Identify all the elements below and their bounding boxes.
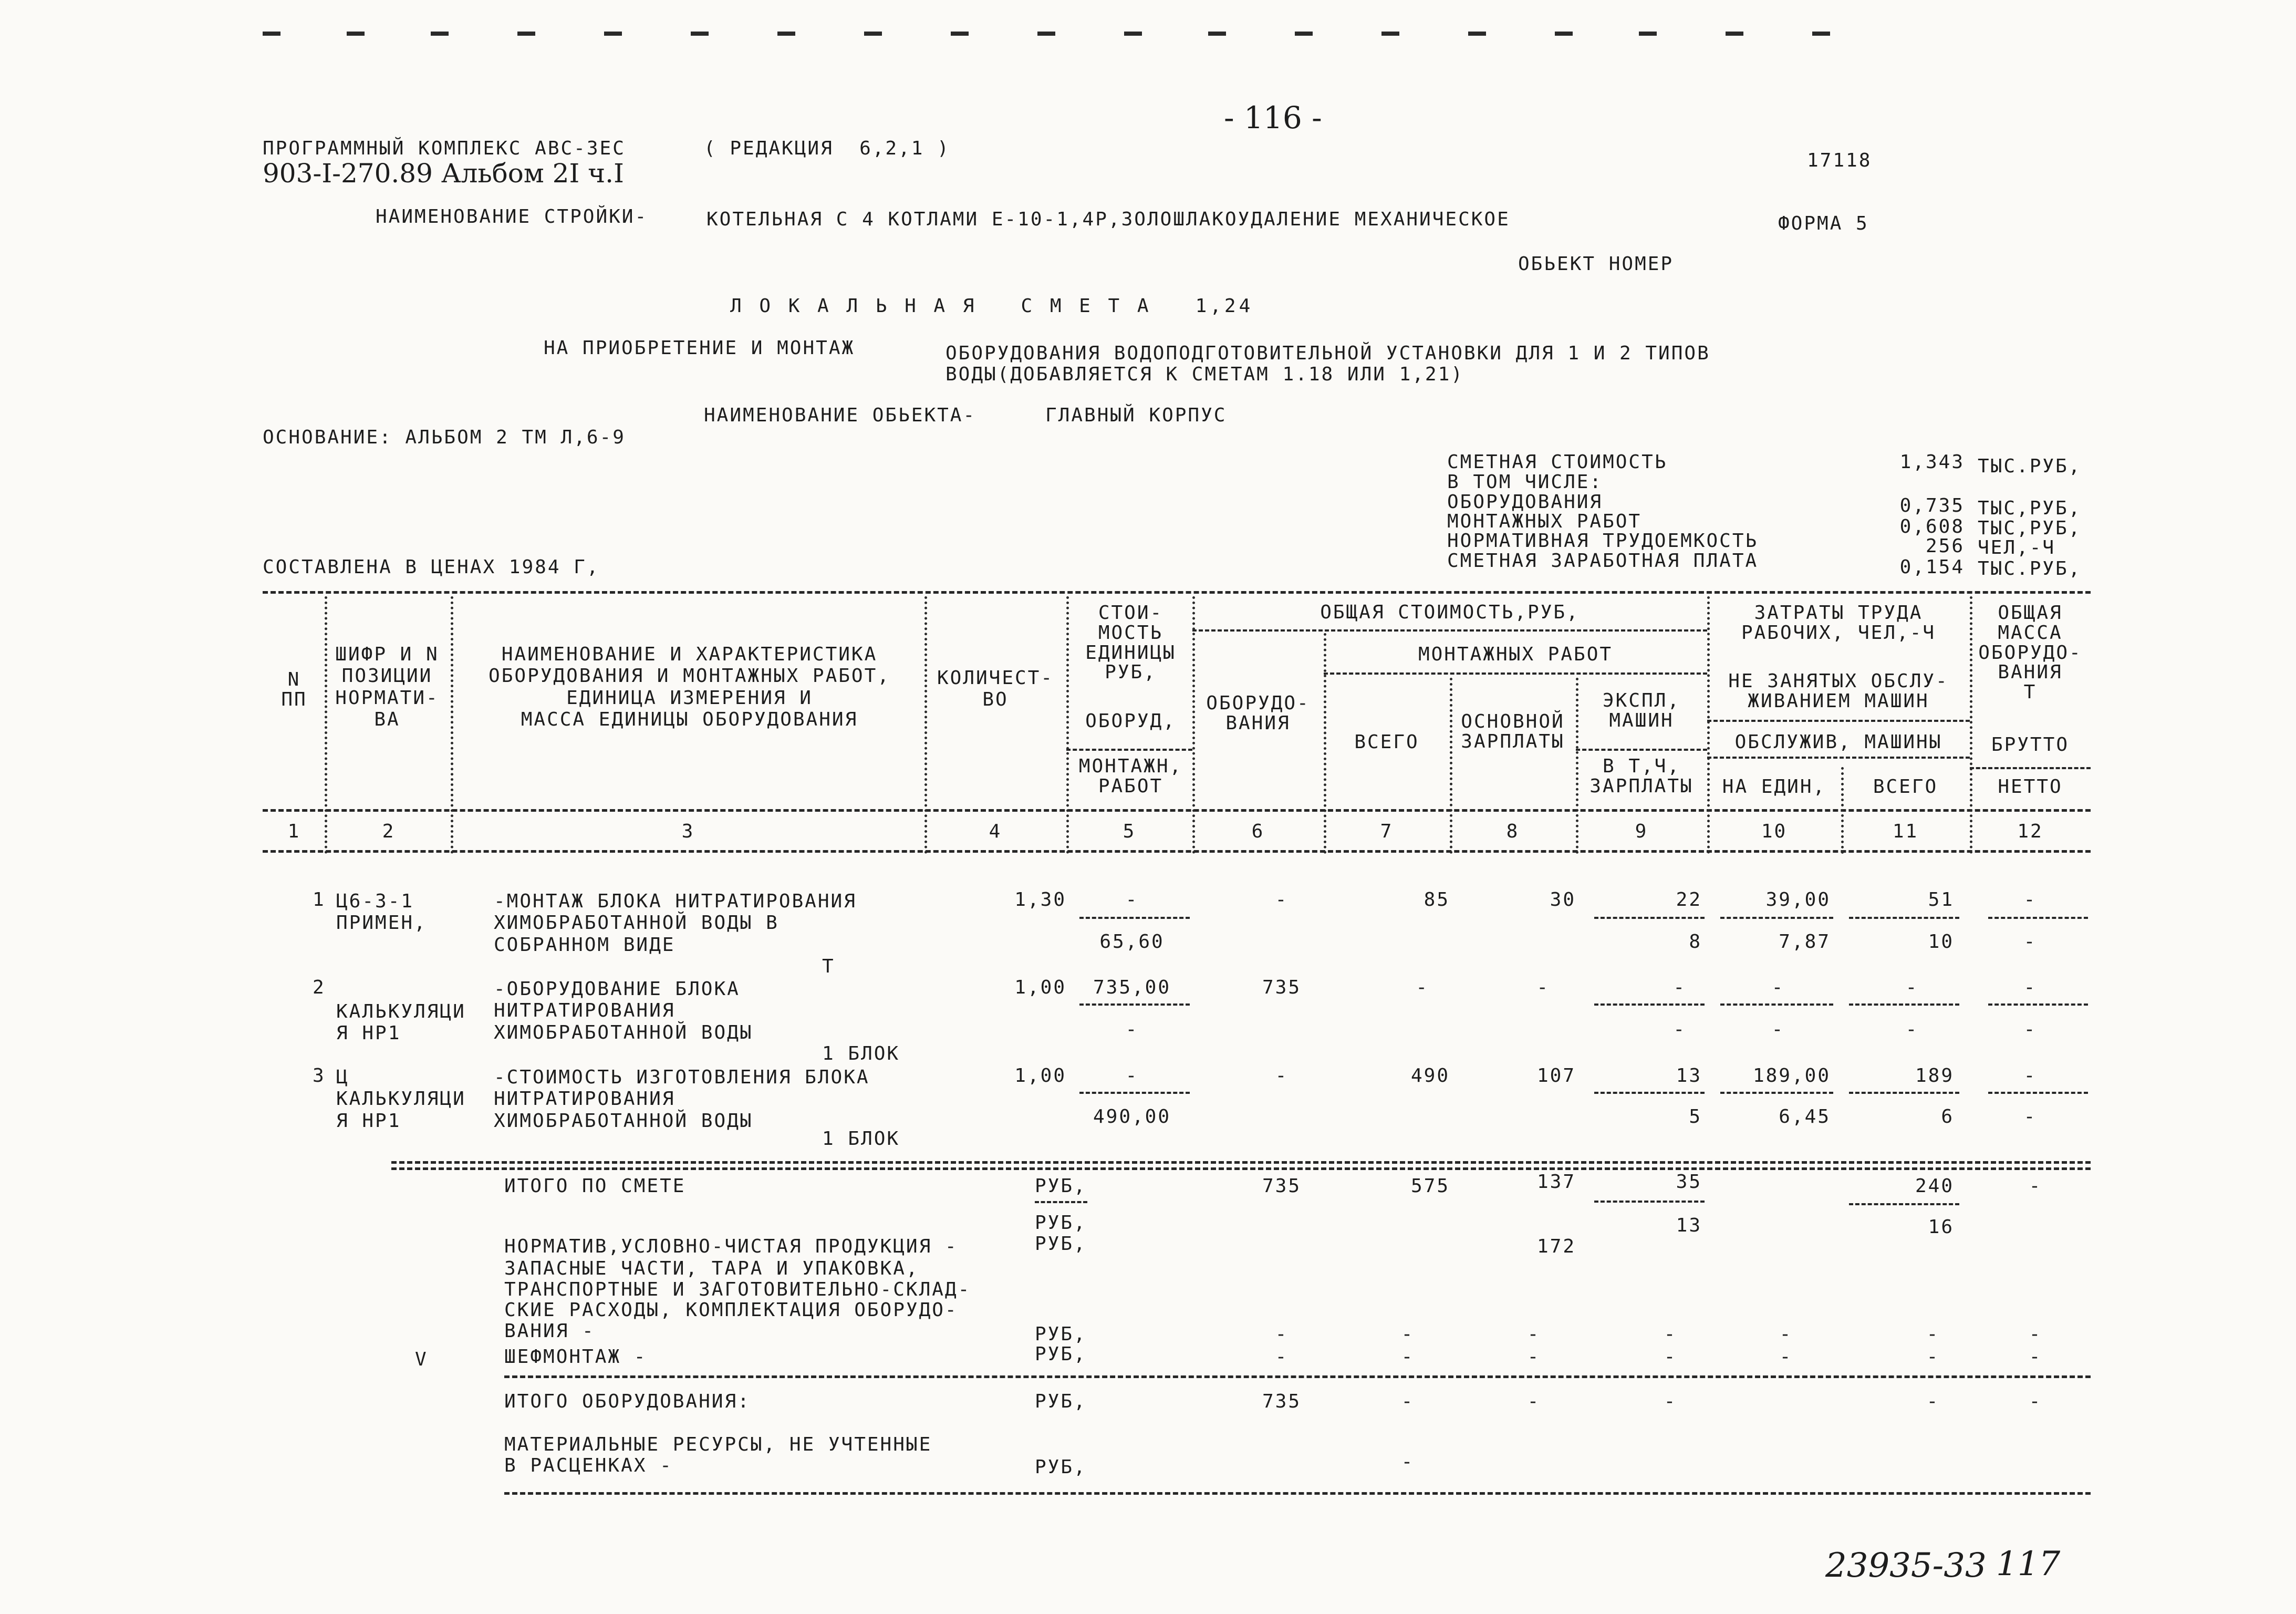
column-number: 3 — [681, 821, 695, 842]
header-col-1: N ПП — [281, 669, 307, 710]
row-labor-total: - — [1905, 977, 1919, 998]
header-rule — [1707, 720, 1970, 722]
dash-mark — [517, 32, 535, 36]
column-separator — [924, 596, 927, 854]
dash-value: - — [1527, 1391, 1541, 1412]
row-mass-gross: - — [2023, 1065, 2037, 1087]
row-number: 2 — [313, 977, 326, 998]
row-labor-total-machines: 6 — [1941, 1106, 1954, 1127]
row-unit-cost-works: 65,60 — [1099, 931, 1165, 953]
dash-value: - — [2029, 1391, 2042, 1412]
row-number: 1 — [313, 889, 326, 911]
summary-label: НОРМАТИВНАЯ ТРУДОЕМКОСТЬ — [1447, 530, 1759, 552]
cell-rule — [1594, 917, 1705, 919]
row-number: 3 — [313, 1065, 326, 1087]
dash-value: - — [1401, 1346, 1415, 1368]
row-cost-total: 490 — [1410, 1065, 1450, 1087]
row-mass-gross: - — [2023, 977, 2037, 998]
edition: ( РЕДАКЦИЯ 6,2,1 ) — [704, 138, 950, 159]
cell-rule — [1849, 1203, 1959, 1205]
summary-label: ОБОРУДОВАНИЯ — [1447, 491, 1603, 513]
row-code: Ц КАЛЬКУЛЯЦИ Я НР1 — [336, 1067, 466, 1132]
header-group-labor: ЗАТРАТЫ ТРУДА РАБОЧИХ, ЧЕЛ,-Ч — [1741, 602, 1936, 644]
purpose-line-1: ОБОРУДОВАНИЯ ВОДОПОДГОТОВИТЕЛЬНОЙ УСТАНОВКИ ДЛЯ 1 И 2 ТИПОВ — [946, 343, 1710, 364]
dash-value: - — [1926, 1323, 1940, 1345]
itogo-salary: 137 — [1536, 1171, 1576, 1193]
header-group-mounting: МОНТАЖНЫХ РАБОТ — [1418, 644, 1613, 665]
totals-rule — [391, 1167, 2091, 1170]
row-code: КАЛЬКУЛЯЦИ Я НР1 — [336, 1001, 466, 1044]
material-resources-label: МАТЕРИАЛЬНЫЕ РЕСУРСЫ, НЕ УЧТЕННЫЕ В РАСЦЕНКАХ - — [504, 1434, 932, 1476]
row-unit-cost-works: 490,00 — [1093, 1106, 1171, 1127]
handwritten-code: 23935-33 — [1825, 1546, 1987, 1585]
row-mass-net: - — [2023, 931, 2037, 953]
dash-value: - — [2029, 1346, 2042, 1368]
row-cost-equip: - — [1275, 1065, 1289, 1087]
cell-rule — [1594, 1003, 1705, 1006]
column-number: 1 — [287, 821, 301, 842]
column-number: 2 — [382, 821, 396, 842]
cell-rule — [1849, 1003, 1959, 1006]
cell-rule — [1720, 917, 1833, 919]
row-machines-wages: 5 — [1689, 1106, 1702, 1127]
row-cost-equip: - — [1275, 889, 1289, 911]
row-unit-cost-equip: - — [1125, 1065, 1139, 1087]
row-labor-unit: - — [1771, 977, 1785, 998]
column-number: 9 — [1635, 821, 1648, 842]
row-labor-unit-machines: - — [1771, 1019, 1785, 1040]
row-machines-wages: 8 — [1689, 931, 1702, 953]
itogo-labor-machines: 16 — [1928, 1216, 1954, 1238]
dash-mark — [1295, 32, 1313, 36]
dash-mark — [263, 32, 280, 36]
row-cost-equip: 735 — [1262, 977, 1302, 998]
row-unit-cost-equip: - — [1125, 889, 1139, 911]
column-number: 10 — [1761, 821, 1788, 842]
row-name: -МОНТАЖ БЛОКА НИТРАТИРОВАНИЯ ХИМОБРАБОТАННОЙ ВОДЫ В СОБРАННОМ ВИДЕ — [494, 891, 857, 956]
shefmontage-label: ШЕФМОНТАЖ - — [504, 1346, 647, 1368]
header-bottom-rule — [263, 809, 2091, 812]
summary-value: 256 — [1925, 535, 1965, 557]
object-number: ОБЬЕКТ НОМЕР — [1518, 253, 1674, 275]
header-col-5-equipment: ОБОРУД, — [1085, 710, 1176, 732]
header-rule — [1576, 749, 1707, 751]
row-qty: 1,00 — [1014, 1065, 1066, 1087]
prices-line: СОСТАВЛЕНА В ЦЕНАХ 1984 Г, — [263, 556, 600, 578]
summary-label: В ТОМ ЧИСЛЕ: — [1447, 471, 1603, 493]
dash-value: - — [1664, 1323, 1677, 1345]
header-col-3: НАИМЕНОВАНИЕ И ХАРАКТЕРИСТИКА ОБОРУДОВАНИЯ И МОНТАЖНЫХ РАБОТ, ЕДИНИЦА ИЗМЕРЕНИЯ И МАССА ЕДИНИЦЫ ОБОРУДОВАНИЯ — [489, 644, 890, 731]
row-labor-unit-machines: 7,87 — [1779, 931, 1831, 953]
summary-value: 0,154 — [1899, 556, 1965, 578]
cell-rule — [1720, 1092, 1833, 1094]
row-name: -ОБОРУДОВАНИЕ БЛОКА НИТРАТИРОВАНИЯ ХИМОБРАБОТАННОЙ ВОДЫ — [494, 978, 753, 1043]
summary-unit: ТЫС.РУБ, — [1978, 558, 2082, 580]
dash-mark — [951, 32, 969, 36]
rub-unit: РУБ, — [1035, 1323, 1087, 1345]
row-machines: 22 — [1676, 889, 1702, 911]
header-col-2: ШИФР И N ПОЗИЦИИ НОРМАТИ- ВА — [335, 644, 439, 731]
summary-value: 0,608 — [1899, 516, 1965, 537]
dash-mark — [431, 32, 449, 36]
header-col-12-net: НЕТТО — [1998, 776, 2063, 798]
equipment-total-label: ИТОГО ОБОРУДОВАНИЯ: — [504, 1391, 751, 1412]
summary-value: 1,343 — [1899, 451, 1965, 473]
document-number: 17118 — [1807, 150, 1872, 171]
row-cost-total: 85 — [1424, 889, 1450, 911]
header-rule — [1707, 757, 1970, 759]
dash-mark — [1812, 32, 1830, 36]
summary-value: 0,735 — [1899, 495, 1965, 516]
column-number: 6 — [1251, 821, 1265, 842]
dash-value: - — [1401, 1451, 1415, 1473]
row-mass-net: - — [2023, 1106, 2037, 1127]
row-unit-cost-equip: 735,00 — [1093, 977, 1171, 998]
spare-parts-label: ЗАПАСНЫЕ ЧАСТИ, ТАРА И УПАКОВКА, ТРАНСПОРТНЫЕ И ЗАГОТОВИТЕЛЬНО-СКЛАД- СКИЕ РАСХОДЫ, КОМПЛЕКТАЦИЯ ОБОРУДО- ВАНИЯ - — [504, 1258, 971, 1342]
rub-unit: РУБ, — [1035, 1343, 1087, 1365]
form-label: ФОРМА 5 — [1778, 213, 1869, 234]
header-labor-machines: ОБСЛУЖИВ, МАШИНЫ — [1734, 731, 1942, 753]
dash-mark — [1726, 32, 1743, 36]
header-col-10: НА ЕДИН, — [1722, 776, 1826, 798]
summary-unit: ТЫС,РУБ, — [1978, 498, 2082, 519]
rub-unit: РУБ, — [1035, 1456, 1087, 1478]
dash-mark — [1639, 32, 1657, 36]
itogo-labor: 240 — [1915, 1175, 1954, 1197]
equipment-total-value: 735 — [1262, 1391, 1302, 1412]
handwritten-page: 117 — [1996, 1545, 2061, 1584]
basis-line: ОСНОВАНИЕ: АЛЬБОМ 2 ТМ Л,6-9 — [263, 427, 626, 448]
summary-unit: ТЫС.РУБ, — [1978, 456, 2082, 477]
itogo-total: 575 — [1410, 1175, 1450, 1197]
itogo-machines-wages: 13 — [1676, 1215, 1702, 1236]
header-col-8: ОСНОВНОЙ ЗАРПЛАТЫ — [1461, 711, 1565, 752]
row-labor-total-machines: - — [1905, 1019, 1919, 1040]
header-col-9-machines: ЭКСПЛ, МАШИН — [1602, 690, 1681, 731]
header-rule — [1970, 767, 2091, 769]
header-rule — [1324, 672, 1707, 675]
column-number: 12 — [2017, 821, 2043, 842]
rub-unit: РУБ, — [1035, 1391, 1087, 1412]
itogo-mass: - — [2029, 1175, 2042, 1197]
column-number: 7 — [1380, 821, 1394, 842]
column-number: 8 — [1506, 821, 1520, 842]
column-number: 5 — [1123, 821, 1136, 842]
norm-value: 172 — [1536, 1236, 1576, 1257]
dash-mark — [1124, 32, 1142, 36]
row-qty: 1,30 — [1014, 889, 1066, 911]
row-unit: Т — [822, 956, 835, 977]
row-cost-salary: - — [1536, 977, 1550, 998]
object-label: НАИМЕНОВАНИЕ ОБЬЕКТА- — [704, 405, 976, 426]
construction-label: НАИМЕНОВАНИЕ СТРОЙКИ- — [376, 206, 648, 227]
itogo-machines: 35 — [1676, 1171, 1702, 1193]
itogo-unit: РУБ, — [1035, 1175, 1087, 1197]
cell-rule — [1035, 1201, 1087, 1203]
dash-mark — [1037, 32, 1055, 36]
cell-rule — [1079, 917, 1190, 919]
dash-mark — [864, 32, 882, 36]
dash-value: - — [1527, 1346, 1541, 1368]
purpose-line-2: ВОДЫ(ДОБАВЛЯЕТСЯ К СМЕТАМ 1.18 ИЛИ 1,21) — [946, 364, 1464, 385]
row-mass-gross: - — [2023, 889, 2037, 911]
row-unit: 1 БЛОК — [822, 1043, 900, 1064]
construction-name: КОТЕЛЬНАЯ С 4 КОТЛАМИ Е-10-1,4Р,ЗОЛОШЛАКОУДАЛЕНИЕ МЕХАНИЧЕСКОЕ — [707, 209, 1510, 230]
dash-value: - — [1527, 1323, 1541, 1345]
row-unit: 1 БЛОК — [822, 1128, 900, 1150]
row-labor-unit-machines: 6,45 — [1779, 1106, 1831, 1127]
dash-value: - — [1926, 1346, 1940, 1368]
row-machines: 13 — [1676, 1065, 1702, 1087]
document-code: 903-I-270.89 Альбом 2I ч.I — [263, 158, 624, 189]
dash-mark — [604, 32, 622, 36]
dash-value: - — [1779, 1323, 1793, 1345]
dash-value: - — [2029, 1323, 2042, 1345]
dash-value: - — [1275, 1323, 1289, 1345]
header-col-6: ОБОРУДО- ВАНИЯ — [1206, 692, 1310, 734]
row-machines-wages: - — [1673, 1019, 1686, 1040]
header-col-7: ВСЕГО — [1354, 731, 1419, 753]
totals-rule — [391, 1161, 2091, 1164]
dash-value: - — [1401, 1323, 1415, 1345]
row-mass-net: - — [2023, 1019, 2037, 1040]
row-unit-cost-works: - — [1125, 1019, 1139, 1040]
cell-rule — [1988, 1003, 2088, 1006]
dash-mark — [1381, 32, 1399, 36]
dash-mark — [691, 32, 709, 36]
dash-value: - — [1664, 1391, 1677, 1412]
row-code: Ц6-3-1 ПРИМЕН, — [336, 891, 427, 934]
itogo-equip: 735 — [1262, 1175, 1302, 1197]
row-cost-salary: 30 — [1550, 889, 1576, 911]
cell-rule — [1079, 1003, 1190, 1006]
header-col-12: ОБЩАЯ МАССА ОБОРУДО- ВАНИЯ Т — [1978, 602, 2082, 703]
header-col-9-wages: В Т,Ч, ЗАРПЛАТЫ — [1589, 756, 1694, 797]
row-name: -СТОИМОСТЬ ИЗГОТОВЛЕНИЯ БЛОКА НИТРАТИРОВАНИЯ ХИМОБРАБОТАННОЙ ВОДЫ — [494, 1067, 870, 1132]
cell-rule — [1849, 917, 1959, 919]
row-labor-total: 51 — [1928, 889, 1954, 911]
header-rule — [1192, 629, 1707, 632]
program-name: ПРОГРАММНЫЙ КОМПЛЕКС АВС-3ЕС — [263, 138, 626, 159]
check-mark: V — [415, 1349, 428, 1370]
header-rule — [1066, 749, 1192, 751]
cell-rule — [1079, 1092, 1190, 1094]
rub-unit: РУБ, — [1035, 1233, 1087, 1255]
table-top-rule — [263, 591, 2091, 594]
row-labor-unit: 189,00 — [1752, 1065, 1831, 1087]
cell-rule — [1594, 1092, 1705, 1094]
page-number: - 116 - — [1224, 100, 1322, 136]
rub-unit: РУБ, — [1035, 1212, 1087, 1234]
row-cost-salary: 107 — [1536, 1065, 1576, 1087]
header-col-4: КОЛИЧЕСТ- ВО — [937, 667, 1054, 711]
dash-mark — [1208, 32, 1226, 36]
dash-value: - — [1664, 1346, 1677, 1368]
dash-value: - — [1779, 1346, 1793, 1368]
column-number: 11 — [1892, 821, 1919, 842]
header-col-5: СТОИ- МОСТЬ ЕДИНИЦЫ РУБ, — [1085, 602, 1176, 684]
row-labor-total: 189 — [1915, 1065, 1954, 1087]
object-name: ГЛАВНЫЙ КОРПУС — [1045, 405, 1227, 426]
row-labor-total-machines: 10 — [1928, 931, 1954, 953]
summary-label: СМЕТНАЯ ЗАРАБОТНАЯ ПЛАТА — [1447, 550, 1759, 572]
dash-value: - — [1275, 1346, 1289, 1368]
norm-label: НОРМАТИВ,УСЛОВНО-ЧИСТАЯ ПРОДУКЦИЯ - — [504, 1236, 958, 1257]
cell-rule — [1720, 1003, 1833, 1006]
dash-mark — [1555, 32, 1573, 36]
purpose-label: НА ПРИОБРЕТЕНИЕ И МОНТАЖ — [544, 337, 855, 359]
cell-rule — [1594, 1201, 1705, 1203]
cell-rule — [1849, 1092, 1959, 1094]
summary-label: МОНТАЖНЫХ РАБОТ — [1447, 511, 1642, 532]
row-cost-total: - — [1416, 977, 1429, 998]
row-labor-unit: 39,00 — [1765, 889, 1831, 911]
summary-unit: ТЫС,РУБ, — [1978, 518, 2082, 539]
cell-rule — [1988, 1092, 2088, 1094]
cell-rule — [1988, 917, 2088, 919]
summary-unit: ЧЕЛ,-Ч — [1978, 537, 2056, 558]
dash-mark — [1468, 32, 1486, 36]
dash-value: - — [1401, 1391, 1415, 1412]
numbers-bottom-rule — [263, 850, 2091, 853]
estimate-title: Л О К А Л Ь Н А Я С М Е Т А 1,24 — [730, 295, 1254, 317]
equip-rule — [504, 1375, 2091, 1378]
column-number: 4 — [989, 821, 1002, 842]
header-col-11: ВСЕГО — [1873, 776, 1938, 798]
dash-value: - — [1926, 1391, 1940, 1412]
header-labor-not-machines: НЕ ЗАНЯТЫХ ОБСЛУ- ЖИВАНИЕМ МАШИН — [1728, 670, 1949, 712]
table-bottom-rule — [504, 1492, 2091, 1495]
row-machines: - — [1673, 977, 1686, 998]
summary-label: СМЕТНАЯ СТОИМОСТЬ — [1447, 451, 1668, 473]
row-qty: 1,00 — [1014, 977, 1066, 998]
dash-mark — [777, 32, 795, 36]
header-col-12-gross: БРУТТО — [1991, 734, 2070, 756]
itogo-label: ИТОГО ПО СМЕТЕ — [504, 1175, 686, 1197]
header-group-total-cost: ОБЩАЯ СТОИМОСТЬ,РУБ, — [1320, 602, 1580, 623]
dash-mark — [347, 32, 365, 36]
header-col-5-works: МОНТАЖН, РАБОТ — [1078, 756, 1183, 797]
